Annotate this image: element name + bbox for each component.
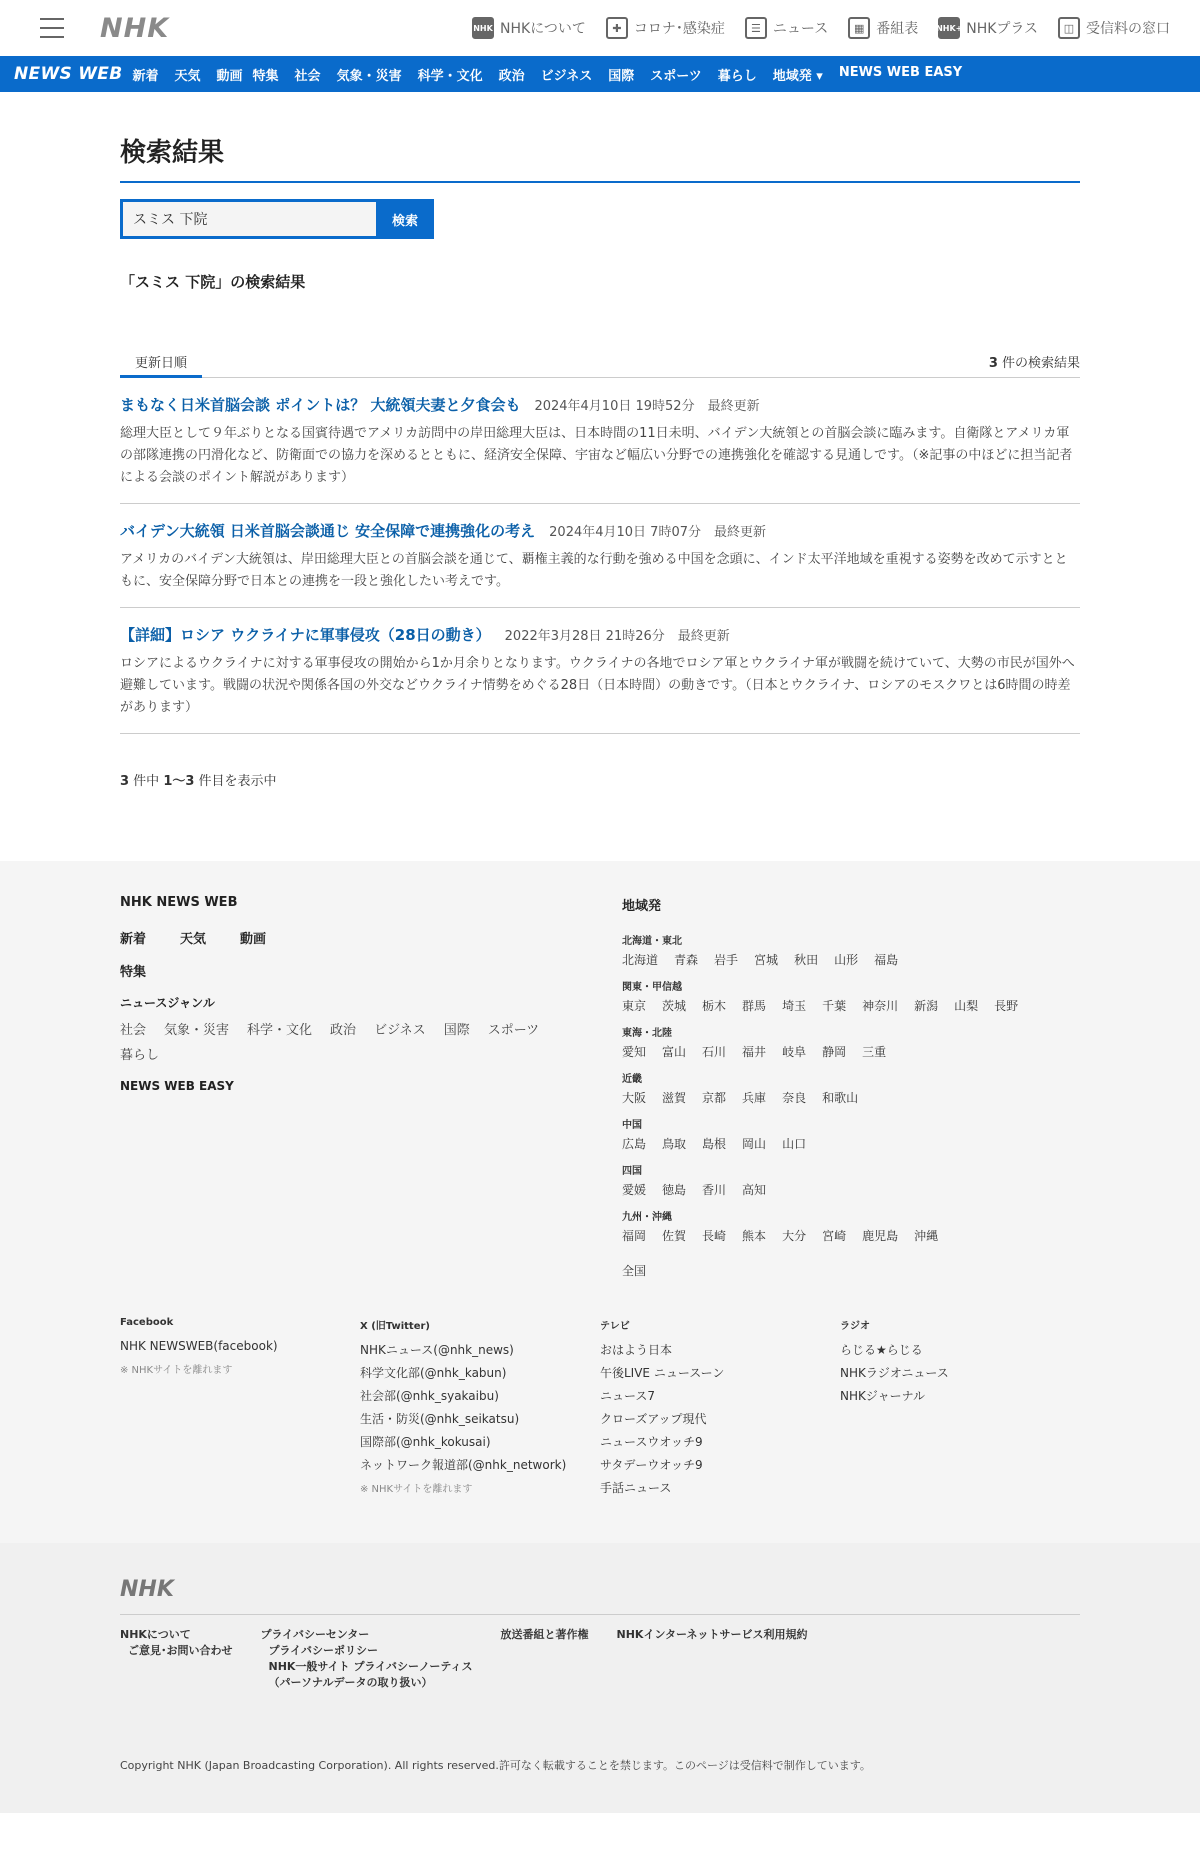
search-result-item (120, 378, 1080, 504)
footer-social-link[interactable]: ニュース7 (600, 1389, 656, 1403)
footer-social-column (120, 1317, 360, 1503)
region-links (622, 1181, 1080, 1198)
region-link[interactable]: 北海道 (622, 953, 659, 967)
footer-genre-links (120, 1019, 540, 1063)
result-title-link[interactable]: まもなく日米首脳会談 ポイントは？ 大統領夫妻と夕食会も (120, 396, 521, 414)
region-link[interactable]: 福井 (742, 1045, 767, 1059)
region-link[interactable]: 香川 (702, 1183, 727, 1197)
region-link[interactable]: 宮城 (754, 953, 779, 967)
region-link[interactable]: 群馬 (742, 999, 767, 1013)
footer-social-column (600, 1317, 840, 1503)
region-links (622, 1227, 1080, 1244)
footer-social (0, 1309, 1200, 1543)
region-links (622, 1043, 1080, 1060)
footer-bottom-group (617, 1627, 808, 1691)
top-nav-label: NHKプラス (966, 21, 1038, 37)
footer-social-link[interactable]: おはよう日本 (600, 1343, 673, 1357)
pager-range: 1〜3 (163, 774, 195, 789)
footer-social-heading: ラジオ (840, 1321, 870, 1332)
genre-nav-item[interactable]: 動画 (216, 68, 243, 84)
result-count (989, 352, 1080, 377)
result-title-link[interactable]: 【詳細】ロシア ウクライナに軍事侵攻（28日の動き） (120, 626, 491, 644)
footer-sitemap (0, 861, 1200, 1309)
region-link[interactable]: 山梨 (954, 999, 979, 1013)
region-links (622, 997, 1080, 1014)
main-content (120, 92, 1080, 789)
result-head (120, 520, 1080, 541)
region-link[interactable]: 三重 (862, 1045, 887, 1059)
genre-nav-item[interactable]: 社会 (294, 68, 321, 84)
region-link[interactable]: 岡山 (742, 1137, 767, 1151)
top-header (0, 0, 1200, 56)
region-link[interactable]: 栃木 (702, 999, 727, 1013)
top-nav-label: コロナ･感染症 (633, 21, 725, 37)
footer-social-link[interactable]: 生活・防災(@nhk_seikatsu) (360, 1412, 520, 1426)
footer-social-link[interactable]: 手話ニュース (600, 1481, 672, 1495)
footer-bottom-link[interactable]: NHKについて (120, 1628, 191, 1641)
region-links (622, 951, 1080, 968)
footer-bottom-sublink[interactable]: NHK一般サイト プライバシーノーティス (268, 1660, 473, 1673)
result-description: ロシアによるウクライナに対する軍事侵攻の開始から1か月余りとなります。ウクライナの各地でロシア軍とウクライナ軍が戦闘を続けていて、大勢の市民が国外へ避難しています。戦闘の状況や関係各国の外交などウクライナ情勢をめぐる28日（日本時間）の動きです。（日本とウクライナ、ロシアのモスクワとは6時間の時差があります） (120, 656, 1075, 715)
region-link[interactable]: 徳島 (662, 1183, 687, 1197)
footer-regions (622, 895, 1080, 1279)
genre-nav-item[interactable]: スポーツ (650, 68, 702, 84)
genre-nav-item[interactable]: 新着 (132, 68, 159, 84)
search-form (120, 199, 1080, 239)
top-nav-item[interactable] (745, 17, 828, 39)
news-genre-nav (132, 65, 978, 84)
region-link[interactable]: 新潟 (914, 999, 939, 1013)
result-head (120, 624, 1080, 645)
footer-genre-link[interactable]: 社会 (120, 1023, 147, 1038)
result-title-link[interactable]: バイデン大統領 日米首脳会談通じ 安全保障で連携強化の考え (120, 522, 536, 540)
footer-social-link[interactable]: ニュースウオッチ9 (600, 1435, 703, 1449)
pager-suffix: 件目を表示中 (194, 774, 277, 789)
result-count-number: 3 (988, 356, 998, 371)
region-group-label: 中国 (622, 1120, 642, 1131)
region-link[interactable]: 宮崎 (822, 1229, 847, 1243)
search-input[interactable] (120, 199, 376, 239)
search-button[interactable]: 検索 (376, 199, 434, 239)
footer-social-link[interactable]: クローズアップ現代 (600, 1412, 707, 1426)
region-links (622, 1089, 1080, 1106)
genre-nav-item[interactable]: 気象・災害 (336, 68, 402, 84)
top-nav-label: 受信料の窓口 (1086, 21, 1170, 37)
footer-genre-link[interactable]: ビジネス (374, 1023, 426, 1038)
sort-by-date-tab[interactable]: 更新日順 (120, 352, 202, 378)
footer-social-link[interactable]: サタデーウオッチ9 (600, 1458, 703, 1472)
search-result-item (120, 504, 1080, 608)
region-link[interactable]: 和歌山 (822, 1091, 859, 1105)
footer-social-link[interactable]: NHKジャーナル (840, 1389, 926, 1403)
region-link[interactable]: 長崎 (702, 1229, 727, 1243)
site-footer (0, 861, 1200, 1813)
result-count-label: 件の検索結果 (997, 356, 1080, 371)
region-link[interactable]: 兵庫 (742, 1091, 767, 1105)
footer-bottom-link[interactable]: NHKインターネットサービス利用規約 (616, 1628, 808, 1641)
footer-top-link[interactable]: 新着 (120, 932, 147, 947)
footer-bottom-links (120, 1627, 1080, 1691)
footer-social-link[interactable]: ネットワーク報道部(@nhk_network) (360, 1458, 567, 1472)
footer-social-link[interactable]: NHKラジオニュース (840, 1366, 949, 1380)
top-nav-item[interactable] (938, 17, 1038, 39)
result-heading: 「スミス 下院」の検索結果 (120, 273, 306, 291)
top-nav-item[interactable] (472, 17, 586, 39)
newspaper-icon: ☰ (745, 17, 767, 39)
region-link[interactable]: 京都 (702, 1091, 727, 1105)
leave-site-note: ※ NHKサイトを離れます (120, 1365, 233, 1376)
footer-nhk-logo[interactable]: NHK (120, 1577, 1080, 1615)
footer-top-link[interactable]: 動画 (240, 932, 267, 947)
footer-top-links (120, 928, 622, 947)
region-group-label: 四国 (622, 1166, 642, 1177)
footer-bottom-group (261, 1627, 473, 1691)
leave-site-note: ※ NHKサイトを離れます (360, 1484, 473, 1495)
result-description: 総理大臣として９年ぶりとなる国賓待遇でアメリカ訪問中の岸田総理大臣は、日本時間の11日未明、バイデン大統領との首脳会談に臨みます。自衛隊とアメリカ軍の部隊連携の円滑化など、防衛面での協力を深めるとともに、経済安全保障、宇宙など幅広い分野での連携強化を確認する見通しです。（※記事の中ほどに担当記者による会談のポイント解説があります） (120, 426, 1073, 485)
region-link[interactable]: 岩手 (714, 953, 739, 967)
footer-genre-link[interactable]: スポーツ (487, 1023, 540, 1038)
region-link[interactable]: 鹿児島 (862, 1229, 899, 1243)
region-link[interactable]: 茨城 (662, 999, 687, 1013)
genre-nav-item[interactable]: 国際 (608, 68, 635, 84)
footer-easy-link[interactable]: NEWS WEB EASY (120, 1079, 234, 1093)
footer-social-heading: X (旧Twitter) (360, 1321, 430, 1332)
genre-nav-item[interactable]: NEWS WEB EASY (838, 64, 963, 80)
region-link[interactable]: 大分 (782, 1229, 807, 1243)
region-link[interactable]: 佐賀 (662, 1229, 687, 1243)
region-link[interactable]: 埼玉 (782, 999, 807, 1013)
region-link[interactable]: 千葉 (822, 999, 847, 1013)
news-web-nav-bar (0, 56, 1200, 92)
top-nav-item[interactable] (848, 17, 918, 39)
footer-social-link[interactable]: 午後LIVE ニュースーン (600, 1366, 725, 1380)
footer-social-link[interactable]: NHKニュース(@nhk_news) (360, 1343, 514, 1357)
genre-nav-item[interactable]: 天気 (174, 68, 201, 84)
footer-social-link[interactable]: 社会部(@nhk_syakaibu) (360, 1389, 499, 1403)
region-link[interactable]: 秋田 (794, 953, 819, 967)
footer-social-link[interactable]: らじる★らじる (840, 1343, 923, 1357)
copyright: Copyright NHK (Japan Broadcasting Corporation). All rights reserved.許可なく転載することを禁じます。このページは受信料で制作しています。 (120, 1759, 871, 1772)
region-link[interactable]: 愛媛 (622, 1183, 647, 1197)
region-link[interactable]: 愛知 (622, 1045, 647, 1059)
region-group-label: 近畿 (622, 1074, 642, 1085)
top-nav (472, 17, 1170, 39)
nhk-logo[interactable]: NHK (100, 12, 170, 44)
region-link[interactable]: 山形 (834, 953, 859, 967)
footer-site-title[interactable]: NHK NEWS WEB (120, 895, 238, 910)
top-nav-label: ニュース (772, 21, 829, 37)
region-link[interactable]: 大阪 (622, 1091, 647, 1105)
footer-genre-link[interactable]: 政治 (330, 1023, 357, 1038)
genre-nav-item[interactable]: 特集 (252, 68, 279, 84)
footer-genre-link[interactable]: 国際 (443, 1023, 470, 1038)
region-link[interactable]: 島根 (702, 1137, 727, 1151)
pager-total: 3 (120, 774, 130, 789)
receipt-icon: ◫ (1058, 17, 1080, 39)
footer-genre-link[interactable]: 科学・文化 (247, 1023, 313, 1038)
genre-nav-item[interactable]: ビジネス (540, 68, 593, 84)
footer-social-link[interactable]: 国際部(@nhk_kokusai) (360, 1435, 491, 1449)
footer-bottom-group (501, 1627, 589, 1691)
top-nav-item[interactable] (606, 17, 725, 39)
genre-nav-item[interactable]: 政治 (498, 68, 525, 84)
region-link[interactable]: 長野 (994, 999, 1019, 1013)
region-link[interactable]: 沖縄 (914, 1229, 939, 1243)
news-web-brand[interactable]: NEWS WEB (14, 64, 123, 84)
menu-icon[interactable] (40, 18, 64, 38)
region-link[interactable]: 神奈川 (862, 999, 899, 1013)
top-nav-item[interactable] (1058, 17, 1170, 39)
region-link[interactable]: 岐阜 (782, 1045, 807, 1059)
footer-social-column (840, 1317, 1080, 1503)
top-nav-label: NHKについて (500, 21, 586, 37)
region-link[interactable]: 広島 (622, 1137, 647, 1151)
footer-social-column (360, 1317, 600, 1503)
footer-feature-row (120, 961, 622, 980)
region-link[interactable]: 静岡 (822, 1045, 847, 1059)
result-description: アメリカのバイデン大統領は、岸田総理大臣との首脳会談を通じて、覇権主義的な行動を強める中国を念頭に、インド太平洋地域を重視する姿勢を改めて示すとともに、安全保障分野で日本との連携を一段と強化したい考えです。 (120, 552, 1068, 589)
region-group-label: 東海・北陸 (622, 1028, 672, 1039)
result-date: 2024年4月10日 19時52分 最終更新 (534, 399, 760, 414)
region-link[interactable]: 石川 (702, 1045, 727, 1059)
footer-social-link[interactable]: 科学文化部(@nhk_kabun) (360, 1366, 507, 1380)
footer-bottom-sublink[interactable]: プライバシーポリシー (268, 1644, 378, 1657)
region-links (622, 1135, 1080, 1152)
region-link[interactable]: 高知 (742, 1183, 767, 1197)
footer-social-heading: Facebook (120, 1317, 174, 1328)
region-link[interactable]: 熊本 (742, 1229, 767, 1243)
footer-social-link[interactable]: NHK NEWSWEB(facebook) (120, 1339, 278, 1353)
search-result-list (120, 378, 1080, 734)
virus-document-icon: ✚ (606, 17, 628, 39)
footer-bottom-sublink[interactable]: （パーソナルデータの取り扱い） (268, 1676, 433, 1689)
region-group-label: 関東・甲信越 (622, 982, 682, 993)
result-date: 2022年3月28日 21時26分 最終更新 (504, 629, 730, 644)
region-link[interactable]: 青森 (674, 953, 699, 967)
top-nav-label: 番組表 (876, 21, 919, 37)
region-link[interactable]: 福島 (874, 953, 899, 967)
footer-genre-title: ニュースジャンル (120, 996, 215, 1010)
footer-genre-link[interactable]: 気象・災害 (164, 1023, 230, 1038)
pagination-summary (120, 770, 1080, 789)
nhk-icon: NHK (472, 17, 494, 39)
region-group-label: 北海道・東北 (622, 936, 682, 947)
region-link[interactable]: 福岡 (622, 1229, 647, 1243)
footer-feature-link[interactable]: 特集 (120, 965, 147, 980)
result-toolbar (120, 352, 1080, 378)
footer-news-web (120, 895, 622, 1279)
footer-social-heading: テレビ (600, 1321, 630, 1332)
region-link[interactable]: 富山 (662, 1045, 687, 1059)
genre-nav-item[interactable]: 暮らし (717, 68, 757, 84)
search-result-item (120, 608, 1080, 734)
region-group-label: 九州・沖縄 (622, 1212, 672, 1223)
footer-region-title: 地域発 (622, 899, 662, 914)
footer-genre-link[interactable]: 暮らし (120, 1048, 160, 1063)
footer-bottom (0, 1543, 1200, 1813)
footer-bottom-link[interactable]: プライバシーセンター (260, 1628, 370, 1641)
genre-nav-item[interactable]: 地域発 ▾ (772, 68, 823, 84)
footer-top-link[interactable]: 天気 (180, 932, 207, 947)
program-grid-icon: ▦ (848, 17, 870, 39)
region-link[interactable]: 滋賀 (662, 1091, 687, 1105)
footer-bottom-group (120, 1627, 233, 1691)
footer-bottom-link[interactable]: 放送番組と著作権 (500, 1628, 589, 1641)
result-head (120, 394, 1080, 415)
pager-mid: 件中 (129, 774, 164, 789)
page-title: 検索結果 (120, 132, 1080, 183)
result-date: 2024年4月10日 7時07分 最終更新 (549, 525, 766, 540)
region-all-link[interactable]: 全国 (622, 1264, 647, 1278)
genre-nav-item[interactable]: 科学・文化 (417, 68, 483, 84)
region-link[interactable]: 山口 (782, 1137, 807, 1151)
region-link[interactable]: 奈良 (782, 1091, 807, 1105)
footer-bottom-sublink[interactable]: ご意見･お問い合わせ (128, 1644, 233, 1657)
region-link[interactable]: 東京 (622, 999, 647, 1013)
region-link[interactable]: 鳥取 (662, 1137, 687, 1151)
nhk-plus-icon: NHK+ (938, 17, 960, 39)
